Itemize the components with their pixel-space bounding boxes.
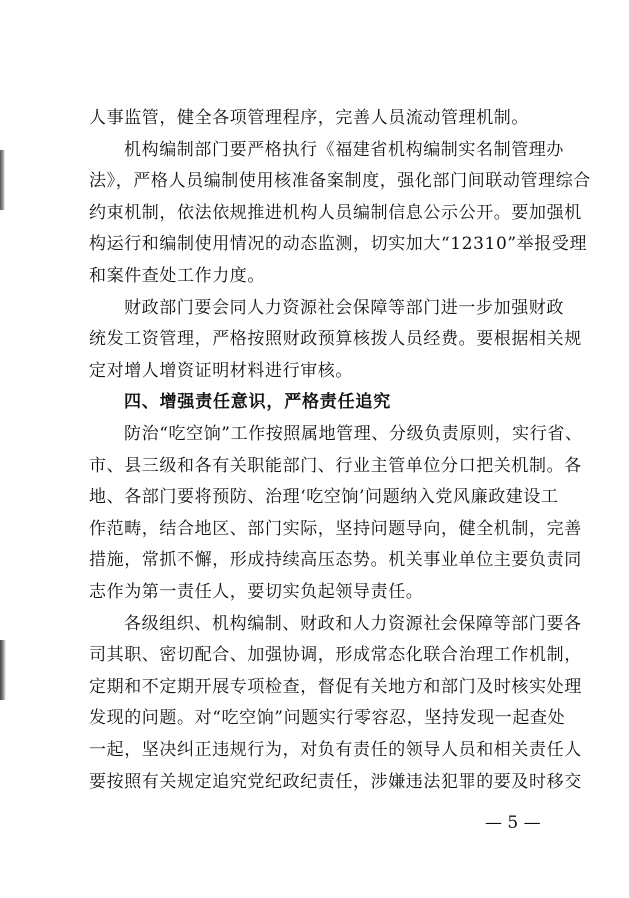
scan-edge-mark	[0, 640, 6, 700]
body-line: 构运行和编制使用情况的动态监测，切实加大“12310”举报受理	[89, 234, 588, 254]
page-number: — 5 —	[485, 813, 541, 833]
body-line: 定对增人增资证明材料进行审核。	[89, 361, 353, 381]
body-line: 司其职、密切配合、加强协调，形成常态化联合治理工作机制，	[89, 645, 582, 665]
body-line: 措施，常抓不懈，形成持续高压态势。机关事业单位主要负责同	[89, 550, 582, 570]
body-line: 法》，严格人员编制使用核准备案制度，强化部门间联动管理综合	[89, 171, 591, 191]
paragraph-start-line: 财政部门要会同人力资源社会保障等部门进一步加强财政	[124, 298, 564, 318]
paragraph-start-line: 机构编制部门要严格执行《福建省机构编制实名制管理办	[124, 140, 564, 160]
body-line: 作范畴，结合地区、部门实际，坚持问题导向，健全机制，完善	[89, 519, 582, 539]
body-line: 定期和不定期开展专项检查，督促有关地方和部门及时核实处理	[89, 677, 582, 697]
body-line: 统发工资管理，严格按照财政预算核拨人员经费。要根据相关规	[89, 329, 582, 349]
body-line: 地、各部门要将预防、治理‘吃空饷’问题纳入党风廉政建设工	[89, 487, 559, 507]
body-line: 要按照有关规定追究党纪政纪责任，涉嫌违法犯罪的要及时移交	[89, 772, 582, 792]
body-line: 一起，坚决纠正违规行为，对负有责任的领导人员和相关责任人	[89, 740, 582, 760]
scan-edge-mark	[0, 150, 5, 210]
body-line: 志作为第一责任人，要切实负起领导责任。	[89, 582, 424, 602]
paragraph-start-line: 各级组织、机构编制、财政和人力资源社会保障等部门要各	[124, 614, 582, 634]
body-line: 和案件查处工作力度。	[89, 266, 265, 286]
body-line: 人事监管，健全各项管理程序，完善人员流动管理机制。	[89, 108, 529, 128]
section-heading: 四、增强责任意识，严格责任追究	[124, 392, 391, 412]
body-line: 市、县三级和各有关职能部门、行业主管单位分口把关机制。各	[89, 456, 582, 476]
body-line: 发现的问题。对“吃空饷”问题实行零容忍，坚持发现一起查处	[89, 708, 566, 728]
body-line: 约束机制，依法依规推进机构人员编制信息公示公开。要加强机	[89, 203, 582, 223]
paragraph-start-line: 防治“吃空饷”工作按照属地管理、分级负责原则，实行省、	[124, 424, 583, 444]
